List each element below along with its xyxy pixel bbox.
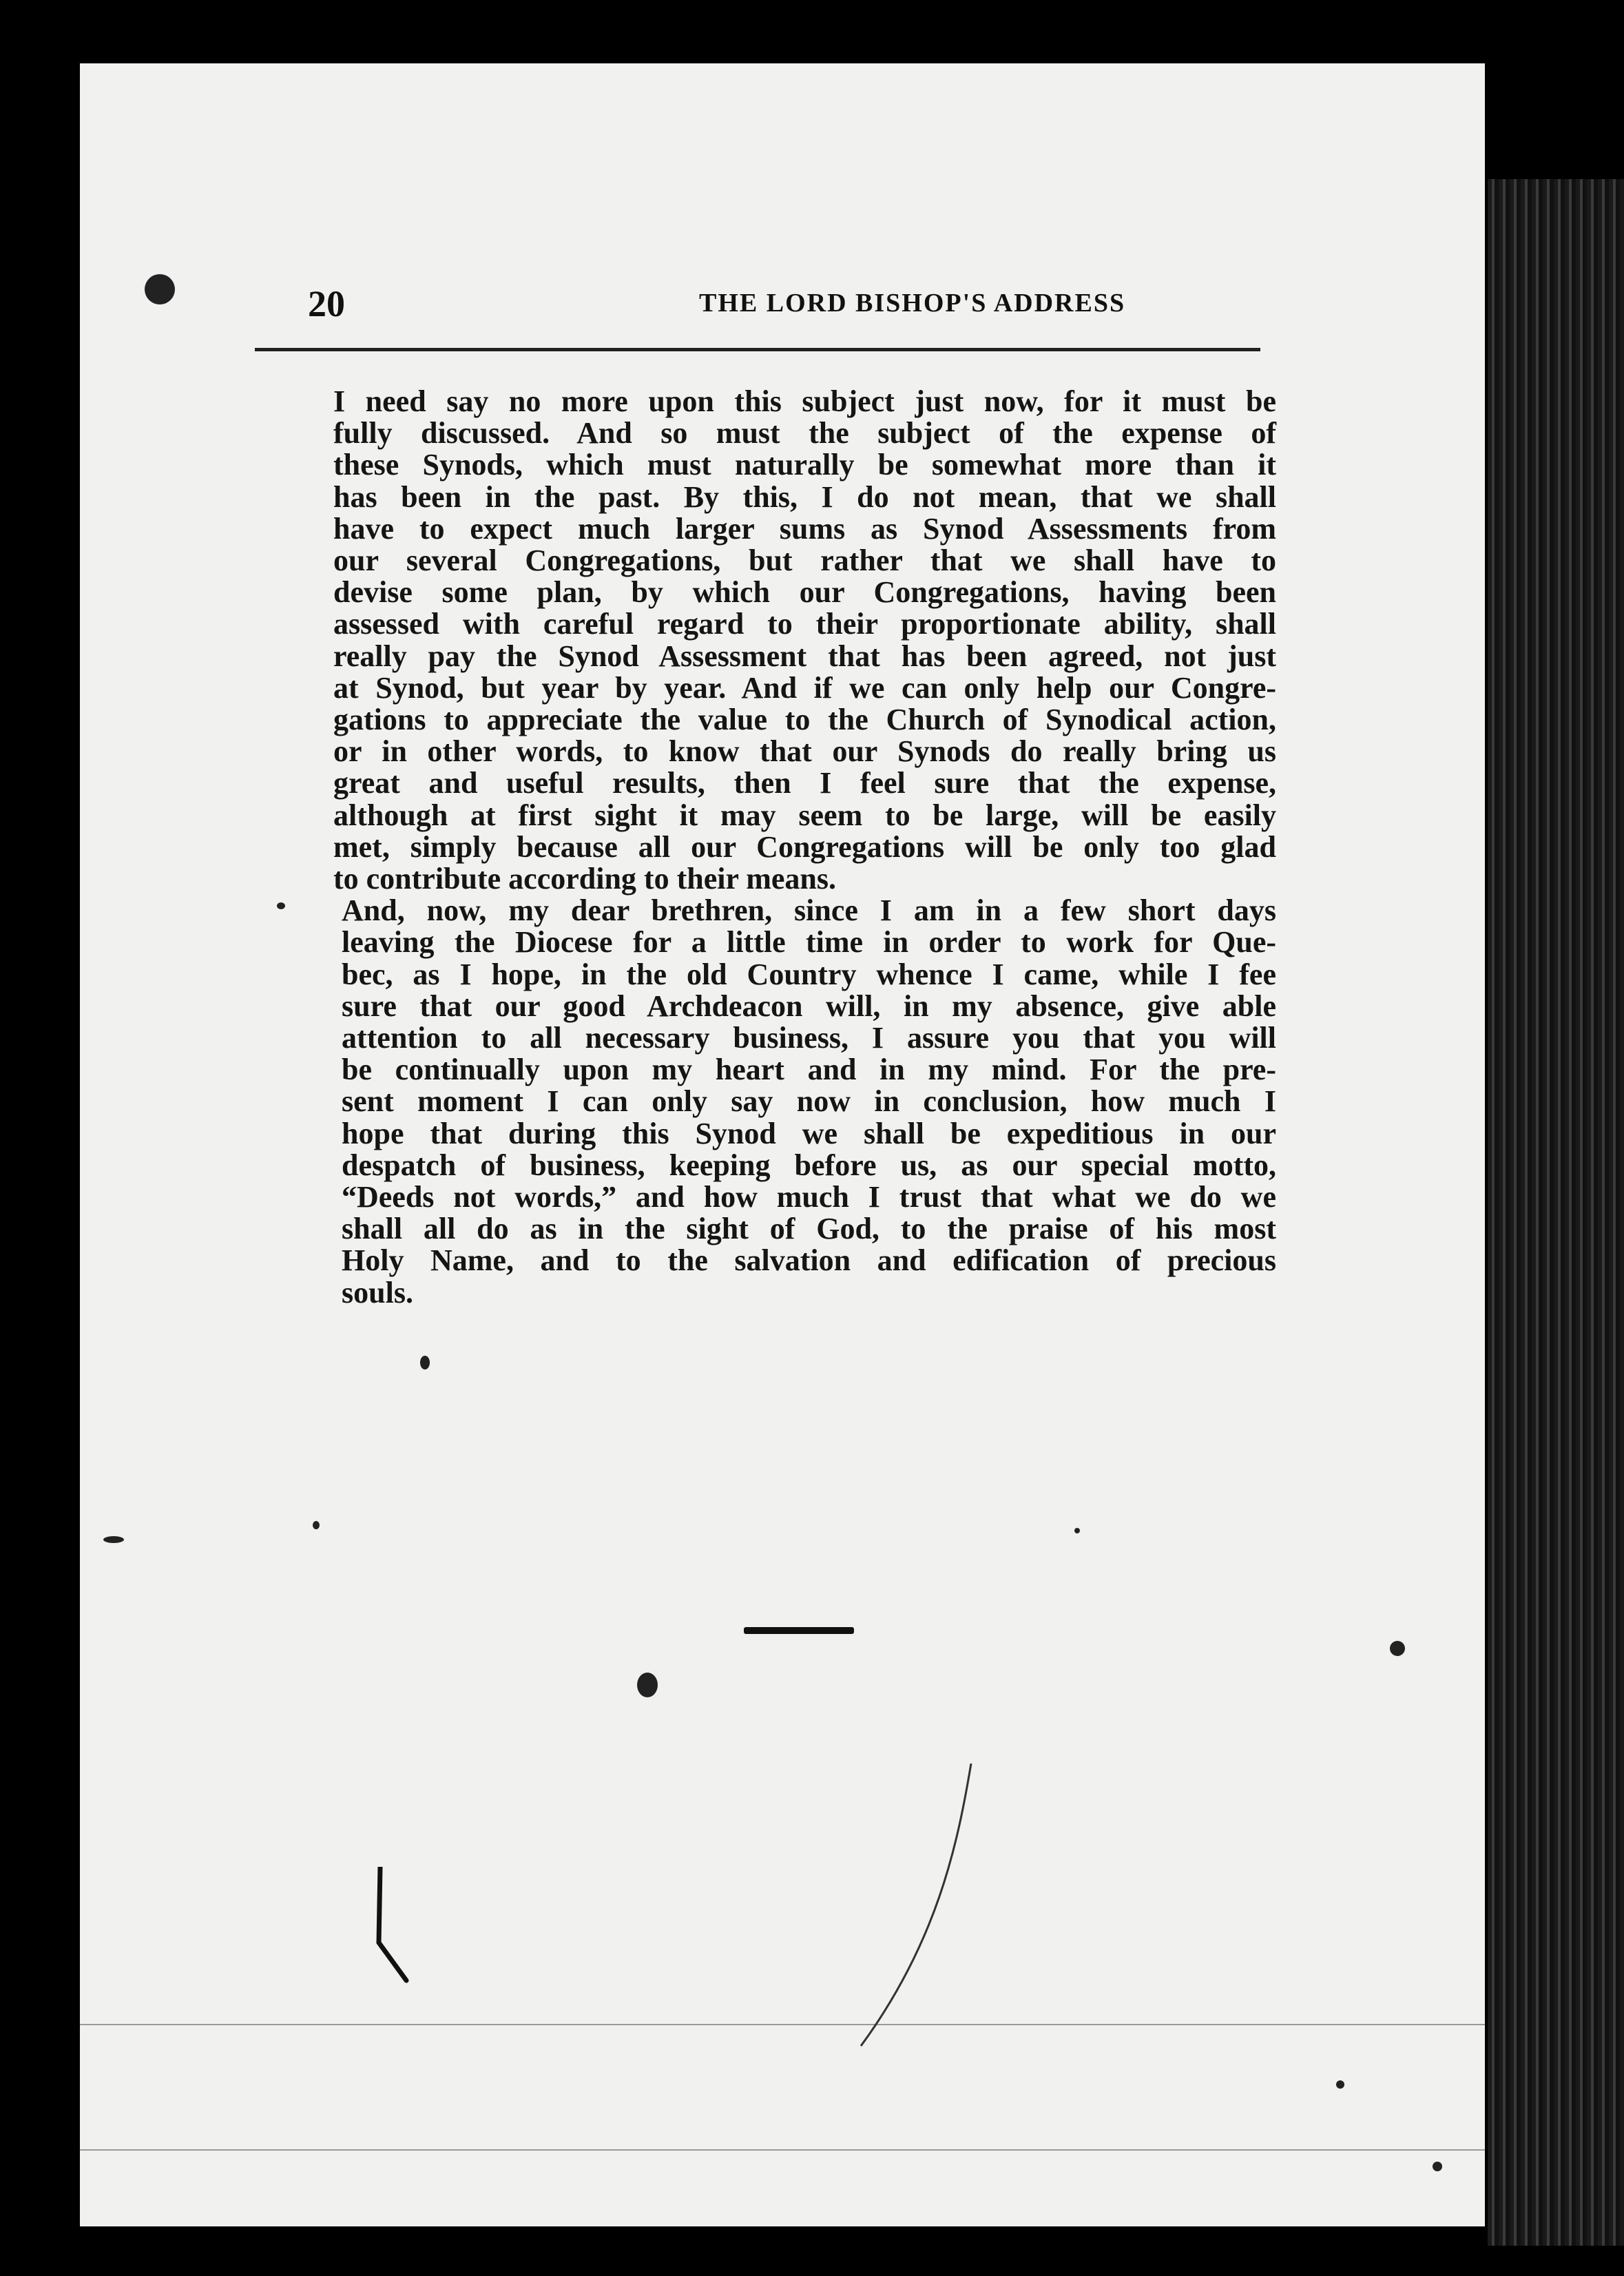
text-line: devise some plan, by which our Congregations, having been <box>333 575 1276 610</box>
text-line: despatch of business, keeping before us, as our special motto, <box>342 1148 1276 1182</box>
text-line: sent moment I can only say now in conclusion, how much I <box>342 1084 1276 1119</box>
text-line: shall all do as in the sight of God, to the praise of his most <box>342 1212 1276 1246</box>
body-text <box>309 386 1276 1309</box>
ink-blot <box>1390 1641 1405 1656</box>
header-rule <box>255 348 1260 351</box>
ink-speck <box>277 902 285 909</box>
text-line: sure that our good Archdeacon will, in my absence, give able <box>342 989 1276 1023</box>
ink-mark <box>372 1867 413 1984</box>
text-line: assessed with careful regard to their proportionate ability, shall <box>333 607 1276 641</box>
text-line: really pay the Synod Assessment that has been agreed, not just <box>333 639 1276 673</box>
ink-blot <box>145 274 175 304</box>
ink-speck <box>1336 2080 1344 2089</box>
ink-speck <box>1433 2162 1442 2171</box>
text-line: our several Congregations, but rather that we shall have to <box>333 544 1276 578</box>
text-line: at Synod, but year by year. And if we can only help our Congre- <box>333 670 1276 705</box>
scan-artifact-line <box>80 2024 1485 2025</box>
text-line: these Synods, which must naturally be somewhat more than it <box>333 448 1276 482</box>
ink-speck <box>420 1356 430 1369</box>
ink-speck <box>313 1521 320 1529</box>
paper-crack <box>854 1763 1033 2053</box>
scan-artifact-line <box>80 2149 1485 2151</box>
paragraph-1 <box>309 386 1276 895</box>
text-line: I need say no more upon this subject just now, for it must be <box>333 384 1276 418</box>
text-line: be continually upon my heart and in my mind. For the pre- <box>342 1053 1276 1087</box>
text-line: or in other words, to know that our Synods do really bring us <box>333 734 1276 769</box>
text-line: hope that during this Synod we shall be expeditious in our <box>342 1116 1276 1150</box>
text-line: souls. <box>342 1275 413 1310</box>
text-line: fully discussed. And so must the subject of the expense of <box>333 416 1276 451</box>
text-line: although at first sight it may seem to be large, will be easily <box>333 798 1276 832</box>
ink-speck <box>103 1536 124 1543</box>
text-line: have to expect much larger sums as Synod Assessments from <box>333 511 1276 546</box>
text-line: bec, as I hope, in the old Country whence I came, while I fee <box>342 957 1276 991</box>
section-end-dash <box>744 1627 854 1634</box>
text-line: attention to all necessary business, I assure you that you will <box>342 1021 1276 1055</box>
page-header <box>224 276 1257 331</box>
text-line: great and useful results, then I feel sure that the expense, <box>333 766 1276 800</box>
page-number: 20 <box>308 283 345 324</box>
text-line: gations to appreciate the value to the Church of Synodical action, <box>333 703 1276 737</box>
text-line: leaving the Diocese for a little time in order to work for Que- <box>342 925 1276 960</box>
ink-blot <box>637 1673 658 1697</box>
text-line: “Deeds not words,” and how much I trust that what we do we <box>342 1180 1276 1214</box>
text-line: Holy Name, and to the salvation and edification of precious <box>342 1243 1276 1278</box>
text-line: And, now, my dear brethren, since I am in a few short days <box>342 893 1276 928</box>
text-line: to contribute according to their means. <box>333 862 836 896</box>
text-line: met, simply because all our Congregations will be only too glad <box>333 829 1276 864</box>
book-spine-edge <box>1488 179 1624 2246</box>
paragraph-2 <box>309 895 1276 1309</box>
running-title: THE LORD BISHOP'S ADDRESS <box>699 289 1126 318</box>
text-line: has been in the past. By this, I do not mean, that we shall <box>333 479 1276 514</box>
ink-speck <box>1074 1528 1080 1533</box>
